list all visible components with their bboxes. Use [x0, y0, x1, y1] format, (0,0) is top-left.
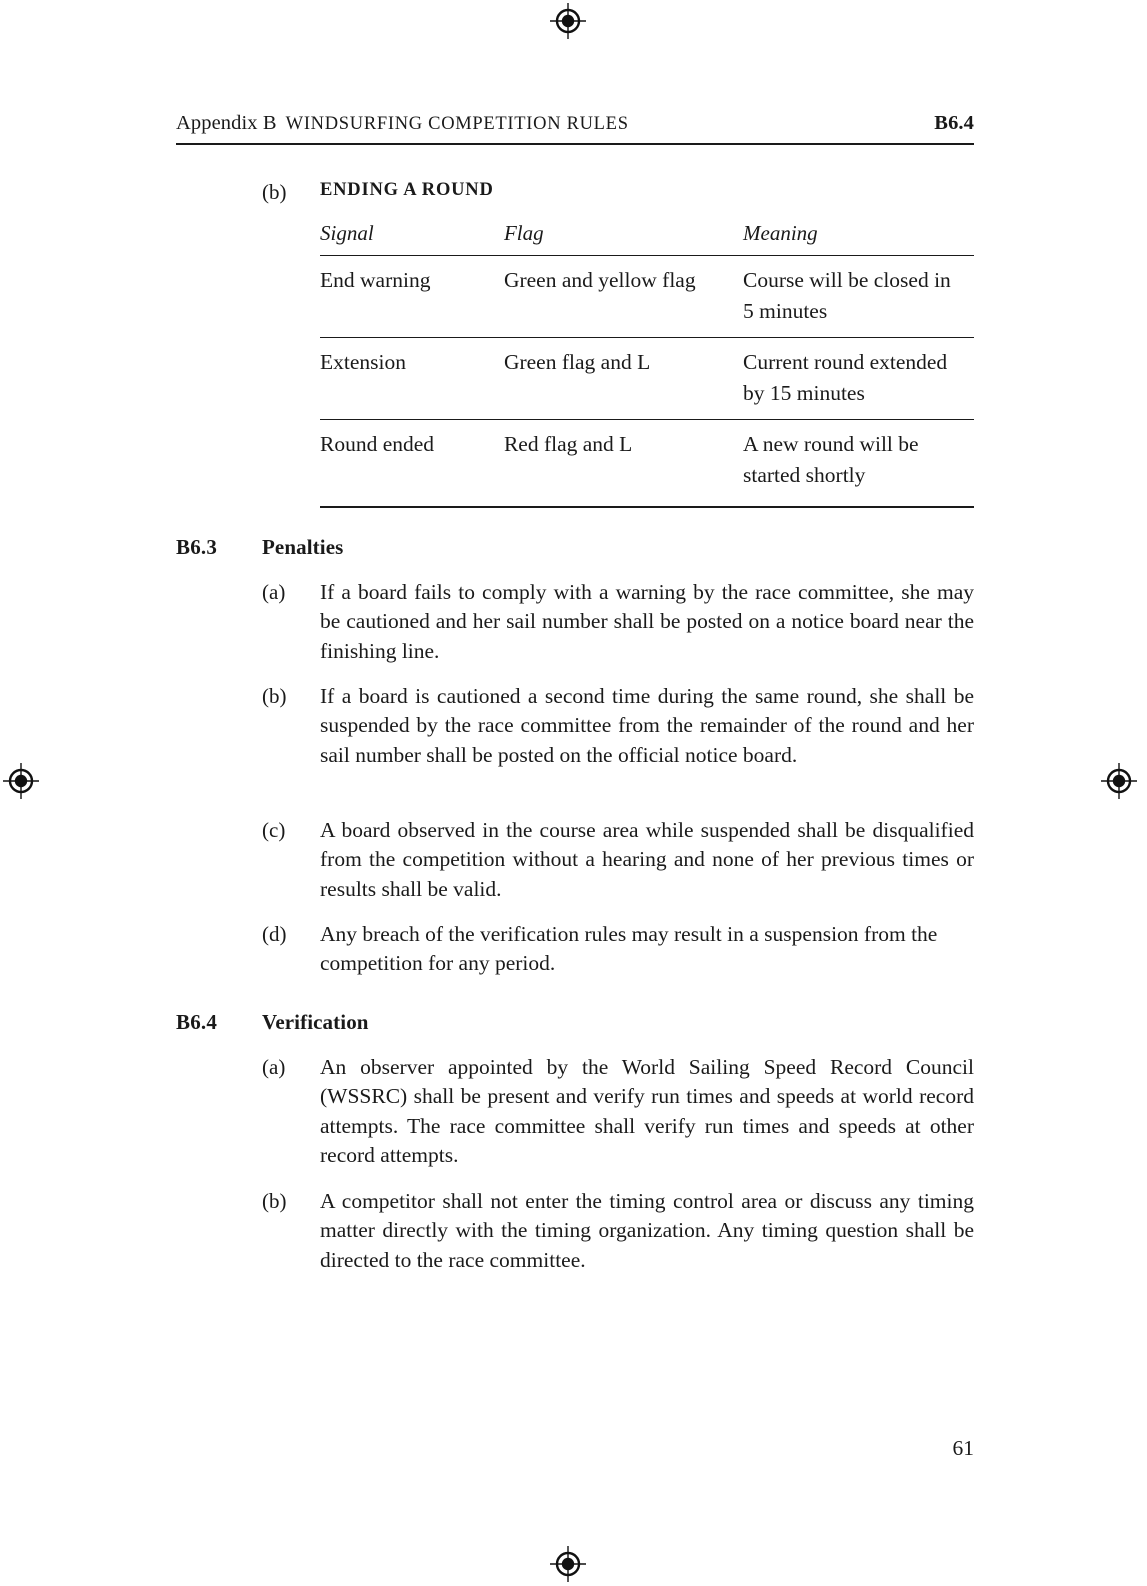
cell-signal: End warning: [320, 256, 504, 338]
registration-mark-icon: [549, 1545, 587, 1583]
table-row: [320, 256, 974, 338]
column-header-flag: Flag: [503, 221, 544, 245]
list-marker: (b): [262, 684, 287, 708]
cell-meaning: Course will be closed in 5 minutes: [743, 256, 974, 338]
verification-item-a: [262, 1053, 974, 1171]
cell-flag: Green flag and L: [504, 338, 743, 420]
running-head-rule-ref: B6.4: [934, 112, 974, 134]
section-penalties-heading: [176, 535, 974, 560]
running-head: [176, 112, 974, 135]
table-row: [320, 420, 974, 502]
list-marker: (d): [262, 922, 287, 946]
column-header-signal: Signal: [320, 221, 374, 245]
paragraph-text: A competitor shall not enter the timing control area or discuss any timing matter directly with the timing organization. Any timing question shall be directed to the race committee.: [320, 1189, 974, 1272]
list-marker: (b): [262, 180, 287, 204]
penalties-item-b: [262, 682, 974, 770]
cell-meaning: Current round extended by 15 minutes: [743, 338, 974, 420]
cell-flag: Green and yellow flag: [504, 256, 743, 338]
rule-title: Penalties: [262, 535, 344, 559]
cell-signal: Extension: [320, 338, 504, 420]
section-verification-heading: [176, 1010, 974, 1035]
list-marker: (c): [262, 818, 286, 842]
verification-item-b: [262, 1187, 974, 1275]
header-divider: [176, 143, 974, 145]
penalties-item-c: [262, 816, 974, 904]
rule-number: B6.3: [176, 535, 218, 559]
cell-meaning: A new round will be started shortly: [743, 420, 974, 502]
registration-mark-icon: [2, 762, 40, 800]
running-head-left: [176, 112, 629, 135]
rule-number: B6.4: [176, 1010, 218, 1034]
appendix-label: Appendix B: [176, 112, 277, 134]
paragraph-text: If a board is cautioned a second time during the same round, she shall be suspended by the race committee from the remainder of the round and her sail number shall be posted on the official notice board.: [320, 684, 974, 767]
rule-title: Verification: [262, 1010, 369, 1034]
table-row: [320, 338, 974, 420]
ending-a-round-heading: [262, 180, 974, 205]
page-number: 61: [952, 1436, 974, 1460]
section-subheading: ENDING A ROUND: [320, 180, 494, 200]
list-marker: (a): [262, 1055, 286, 1079]
signals-table: [320, 221, 974, 501]
paragraph-text: An observer appointed by the World Sailing Speed Record Council (WSSRC) shall be present and verify run times and speeds at world record attempts. The race committee shall verify run times and speeds at other record attempts.: [320, 1055, 974, 1168]
paragraph-text: A board observed in the course area while suspended shall be disqualified from the competition without a hearing and none of her previous times or results shall be valid.: [320, 818, 974, 901]
penalties-item-d: [262, 920, 974, 979]
running-head-title: WINDSURFING COMPETITION RULES: [285, 114, 629, 134]
list-marker: (a): [262, 580, 286, 604]
registration-mark-icon: [1100, 762, 1138, 800]
registration-mark-icon: [549, 2, 587, 40]
column-header-meaning: Meaning: [743, 221, 818, 245]
paragraph-text: Any breach of the verification rules may result in a suspension from the competition for any period.: [320, 922, 938, 976]
table-header-row: [320, 221, 974, 256]
paragraph-text: If a board fails to comply with a warning by the race committee, she may be cautioned and her sail number shall be posted on a notice board near the finishing line.: [320, 580, 974, 663]
penalties-item-a: [262, 578, 974, 666]
table-bottom-divider: [320, 506, 974, 508]
cell-flag: Red flag and L: [504, 420, 743, 502]
cell-signal: Round ended: [320, 420, 504, 502]
list-marker: (b): [262, 1189, 287, 1213]
